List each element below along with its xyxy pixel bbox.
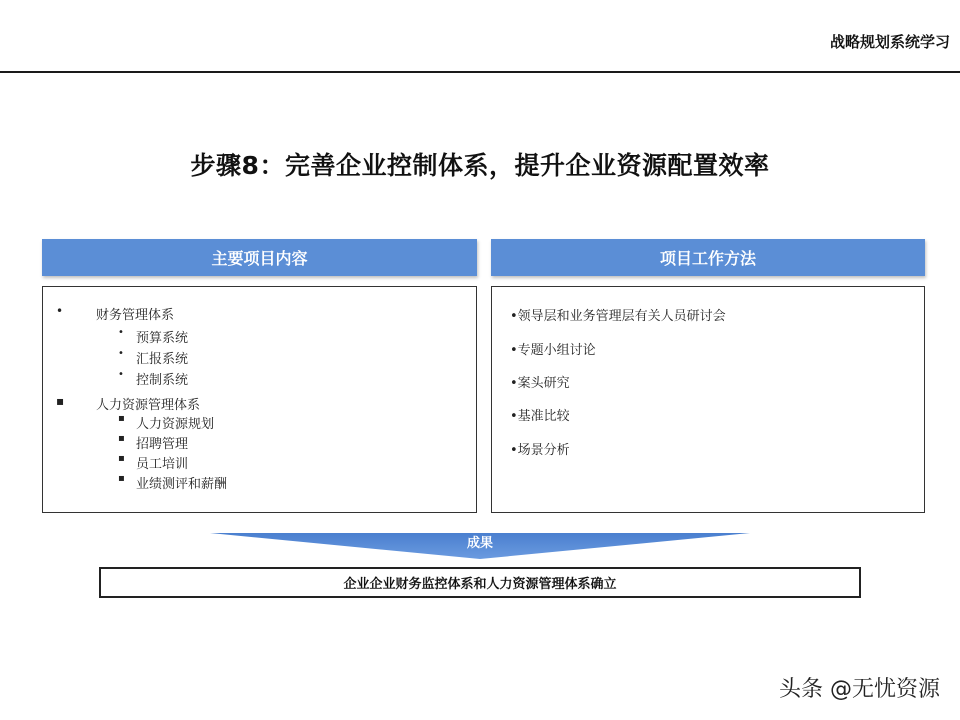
bullet-dot: •	[118, 327, 124, 338]
left-content-panel	[42, 286, 477, 513]
bullet-dot: •	[118, 348, 124, 359]
list-item	[118, 413, 215, 432]
header-title: 战略规划系统学习	[829, 33, 950, 51]
result-box: 企业企业财务监控体系和人力资源管理体系确立	[99, 567, 861, 598]
group-hr	[56, 394, 201, 413]
bullet-dot: •	[56, 304, 64, 318]
method-item: •领导层和业务管理层有关人员研讨会	[510, 309, 726, 324]
right-content-panel	[491, 286, 925, 513]
list-item	[118, 369, 189, 388]
list-item-label: 员工培训	[136, 457, 189, 472]
list-item-label: 汇报系统	[136, 352, 189, 367]
bullet-square: ▪	[118, 433, 125, 444]
method-item: •场景分析	[510, 443, 570, 458]
slide-title: 步骤8：完善企业控制体系，提升企业资源配置效率	[190, 151, 770, 180]
list-item-label: 招聘管理	[136, 437, 189, 452]
bullet-square: ▪	[118, 473, 125, 484]
watermark: 头条 @无忧资源	[779, 677, 940, 702]
method-item: •案头研究	[510, 376, 570, 391]
group-finance	[56, 304, 175, 323]
list-item	[118, 473, 228, 492]
list-item-label: 预算系统	[136, 331, 189, 346]
bullet-square: ▪	[118, 453, 125, 464]
list-item	[118, 327, 189, 346]
list-item	[118, 453, 189, 472]
group-label: 人力资源管理体系	[96, 398, 201, 413]
bullet-dot: •	[118, 369, 124, 380]
bullet-square: ▪	[118, 413, 125, 424]
group-label: 财务管理体系	[96, 308, 175, 323]
header-divider	[0, 71, 960, 73]
left-column-header: 主要项目内容	[42, 239, 477, 276]
method-item: •专题小组讨论	[510, 343, 596, 358]
bullet-square: ▪	[56, 394, 65, 408]
list-item-label: 业绩测评和薪酬	[136, 477, 228, 492]
method-item: •基准比较	[510, 409, 570, 424]
list-item	[118, 348, 189, 367]
result-label: 成果	[466, 536, 493, 551]
list-item	[118, 433, 189, 452]
right-column-header: 项目工作方法	[491, 239, 925, 276]
list-item-label: 控制系统	[136, 373, 189, 388]
list-item-label: 人力资源规划	[136, 417, 215, 432]
